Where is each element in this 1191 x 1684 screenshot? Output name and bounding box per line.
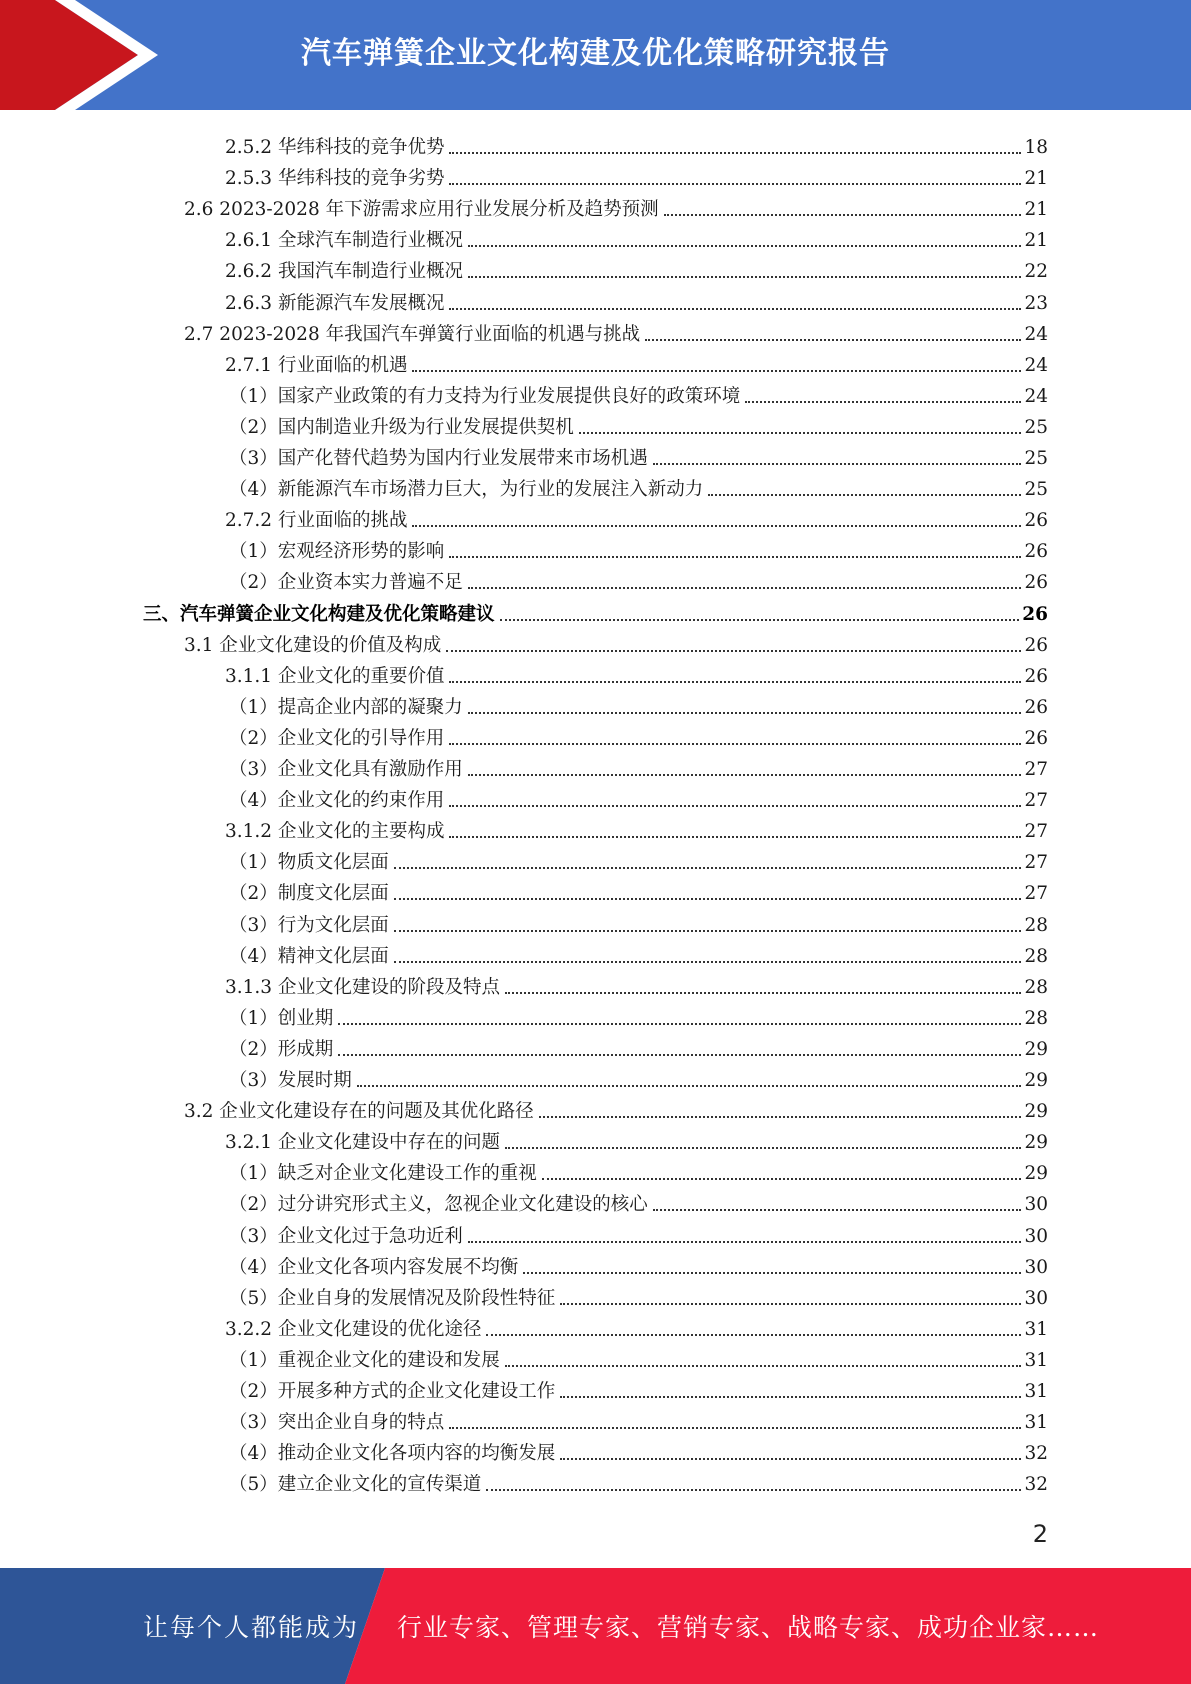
toc-entry-label: （2）国内制造业升级为行业发展提供契机 bbox=[229, 416, 574, 438]
footer-banner bbox=[0, 1568, 1191, 1684]
toc-entry-page: 29 bbox=[1024, 1132, 1048, 1154]
toc-entry[interactable] bbox=[229, 1217, 1048, 1248]
toc-entry-label: （4）企业文化的约束作用 bbox=[229, 790, 445, 812]
toc-dot-leader bbox=[468, 244, 1021, 247]
toc-entry-label: （1）重视企业文化的建设和发展 bbox=[229, 1349, 500, 1371]
toc-dot-leader bbox=[486, 1333, 1021, 1336]
toc-entry[interactable] bbox=[229, 719, 1048, 750]
toc-dot-leader bbox=[745, 400, 1021, 403]
toc-entry[interactable] bbox=[229, 1465, 1048, 1496]
toc-dot-leader bbox=[505, 1146, 1021, 1149]
toc-entry[interactable] bbox=[225, 221, 1048, 252]
toc-entry-label: （5）建立企业文化的宣传渠道 bbox=[229, 1474, 482, 1496]
toc-dot-leader bbox=[539, 1115, 1022, 1118]
toc-entry[interactable] bbox=[225, 1123, 1048, 1154]
toc-entry-label: （1）缺乏对企业文化建设工作的重视 bbox=[229, 1163, 537, 1185]
toc-entry-page: 27 bbox=[1024, 821, 1048, 843]
toc-entry-page: 25 bbox=[1024, 479, 1048, 501]
toc-entry-label: 3.1 企业文化建设的价值及构成 bbox=[184, 634, 442, 656]
toc-dot-leader bbox=[505, 991, 1021, 994]
toc-entry[interactable] bbox=[229, 874, 1048, 905]
toc-dot-leader bbox=[486, 1488, 1021, 1491]
toc-entry[interactable] bbox=[225, 968, 1048, 999]
toc-entry[interactable] bbox=[229, 1154, 1048, 1185]
toc-entry-label: （2）企业资本实力普遍不足 bbox=[229, 572, 463, 594]
toc-entry-label: 3.2 企业文化建设存在的问题及其优化路径 bbox=[184, 1101, 534, 1123]
toc-entry-page: 25 bbox=[1024, 448, 1048, 469]
toc-dot-leader bbox=[446, 649, 1021, 652]
toc-entry[interactable] bbox=[229, 1248, 1048, 1279]
toc-dot-leader bbox=[468, 1240, 1022, 1243]
toc-dot-leader bbox=[523, 1271, 1021, 1274]
toc-dot-leader bbox=[500, 618, 1020, 621]
toc-entry-page: 21 bbox=[1024, 168, 1048, 190]
toc-entry[interactable] bbox=[229, 688, 1048, 719]
toc-entry-page: 26 bbox=[1024, 634, 1048, 656]
toc-dot-leader bbox=[579, 431, 1022, 434]
toc-entry-page: 21 bbox=[1024, 230, 1048, 252]
toc-dot-leader bbox=[645, 338, 1021, 341]
toc-entry-label: 2.6.2 我国汽车制造行业概况 bbox=[225, 261, 463, 283]
toc-entry-page: 24 bbox=[1024, 354, 1048, 376]
toc-entry-page: 30 bbox=[1024, 1287, 1048, 1309]
toc-entry-label: 3.2.1 企业文化建设中存在的问题 bbox=[225, 1132, 500, 1154]
toc-dot-leader bbox=[449, 182, 1021, 185]
toc-dot-leader bbox=[542, 1177, 1022, 1180]
toc-entry-label: （3）发展时期 bbox=[229, 1070, 352, 1091]
toc-entry[interactable] bbox=[229, 999, 1048, 1030]
toc-entry-page: 28 bbox=[1024, 1007, 1048, 1029]
toc-dot-leader bbox=[338, 1022, 1021, 1025]
toc-entry-label: （1）宏观经济形势的影响 bbox=[229, 541, 445, 563]
toc-entry-label: （3）突出企业自身的特点 bbox=[229, 1412, 445, 1434]
toc-dot-leader bbox=[560, 1302, 1021, 1305]
toc-entry-label: （4）新能源汽车市场潜力巨大，为行业的发展注入新动力 bbox=[229, 479, 704, 501]
toc-entry-page: 32 bbox=[1024, 1474, 1048, 1496]
toc-entry-page: 24 bbox=[1024, 323, 1048, 345]
toc-entry[interactable] bbox=[229, 1185, 1048, 1216]
toc-entry-label: （2）企业文化的引导作用 bbox=[229, 727, 445, 749]
toc-entry[interactable] bbox=[225, 657, 1048, 688]
toc-entry[interactable] bbox=[184, 315, 1048, 346]
toc-entry-page: 30 bbox=[1024, 1225, 1048, 1247]
toc-entry-label: （1）提高企业内部的凝聚力 bbox=[229, 696, 463, 718]
toc-entry[interactable] bbox=[229, 1061, 1048, 1092]
toc-entry-page: 26 bbox=[1024, 572, 1048, 594]
toc-entry-page: 27 bbox=[1024, 790, 1048, 812]
toc-entry-label: （1）物质文化层面 bbox=[229, 852, 389, 874]
toc-entry-page: 24 bbox=[1024, 385, 1048, 407]
toc-entry-page: 23 bbox=[1024, 292, 1048, 314]
toc-entry-page: 30 bbox=[1024, 1194, 1048, 1216]
toc-dot-leader bbox=[560, 1395, 1021, 1398]
toc-entry-page: 22 bbox=[1024, 261, 1048, 283]
footer-slogan-right: 行业专家、管理专家、营销专家、战略专家、成功企业家…… bbox=[397, 1613, 1100, 1642]
toc-dot-leader bbox=[394, 929, 1022, 932]
toc-entry-label: 2.7 2023-2028 年我国汽车弹簧行业面临的机遇与挑战 bbox=[184, 323, 641, 345]
toc-entry-label: （5）企业自身的发展情况及阶段性特征 bbox=[229, 1287, 556, 1309]
toc-entry-label: （2）过分讲究形式主义，忽视企业文化建设的核心 bbox=[229, 1194, 648, 1216]
toc-entry-label: （4）精神文化层面 bbox=[229, 945, 389, 967]
toc-dot-leader bbox=[468, 275, 1021, 278]
toc-dot-leader bbox=[394, 866, 1022, 869]
toc-entry[interactable] bbox=[229, 1030, 1048, 1061]
toc-entry-page: 27 bbox=[1024, 759, 1048, 780]
toc-entry[interactable] bbox=[229, 470, 1048, 501]
toc-entry-page: 29 bbox=[1024, 1101, 1048, 1123]
toc-dot-leader bbox=[338, 1053, 1021, 1056]
toc-entry-page: 29 bbox=[1024, 1070, 1048, 1091]
toc-entry-label: 2.6.3 新能源汽车发展概况 bbox=[225, 292, 445, 314]
toc-dot-leader bbox=[394, 960, 1022, 963]
toc-entry[interactable] bbox=[229, 532, 1048, 563]
toc-entry-page: 26 bbox=[1024, 727, 1048, 749]
toc-entry-page: 29 bbox=[1024, 1038, 1048, 1060]
toc-entry[interactable] bbox=[229, 439, 1048, 470]
toc-entry-page: 25 bbox=[1024, 416, 1048, 438]
header-banner bbox=[0, 0, 1191, 110]
toc-entry-label: （3）企业文化具有激励作用 bbox=[229, 759, 463, 780]
toc-dot-leader bbox=[449, 307, 1021, 310]
toc-entry[interactable] bbox=[225, 159, 1048, 190]
toc-entry[interactable] bbox=[229, 1279, 1048, 1310]
toc-entry-page: 26 bbox=[1024, 665, 1048, 687]
toc-dot-leader bbox=[449, 151, 1021, 154]
toc-entry-label: 2.6.1 全球汽车制造行业概况 bbox=[225, 230, 463, 252]
toc-entry-page: 31 bbox=[1024, 1412, 1048, 1434]
toc-entry-page: 28 bbox=[1024, 945, 1048, 967]
toc-entry-label: （2）开展多种方式的企业文化建设工作 bbox=[229, 1381, 556, 1402]
toc-entry[interactable] bbox=[225, 252, 1048, 283]
toc-dot-leader bbox=[664, 213, 1022, 216]
toc-entry[interactable] bbox=[229, 1341, 1048, 1372]
toc-dot-leader bbox=[449, 804, 1021, 807]
toc-entry-label: （2）制度文化层面 bbox=[229, 883, 389, 905]
toc-entry[interactable] bbox=[225, 128, 1048, 159]
toc-entry[interactable] bbox=[225, 812, 1048, 843]
toc-dot-leader bbox=[708, 493, 1021, 496]
toc-entry[interactable] bbox=[229, 1372, 1048, 1403]
toc-entry-label: 2.7.1 行业面临的机遇 bbox=[225, 354, 408, 376]
toc-entry[interactable] bbox=[184, 190, 1048, 221]
toc-entry[interactable] bbox=[225, 1310, 1048, 1341]
report-title: 汽车弹簧企业文化构建及优化策略研究报告 bbox=[301, 36, 890, 71]
toc-entry[interactable] bbox=[229, 1434, 1048, 1465]
toc-entry[interactable] bbox=[229, 408, 1048, 439]
toc-entry-label: 2.5.2 华纬科技的竞争优势 bbox=[225, 137, 445, 158]
toc-entry[interactable] bbox=[225, 346, 1048, 377]
toc-entry[interactable] bbox=[229, 906, 1048, 937]
toc-entry-label: 3.2.2 企业文化建设的优化途径 bbox=[225, 1318, 482, 1340]
toc-entry-label: 2.6 2023-2028 年下游需求应用行业发展分析及趋势预测 bbox=[184, 199, 659, 221]
toc-entry-label: （3）企业文化过于急功近利 bbox=[229, 1225, 463, 1247]
toc-entry-page: 27 bbox=[1024, 883, 1048, 905]
toc-entry-label: （4）推动企业文化各项内容的均衡发展 bbox=[229, 1443, 556, 1465]
toc-entry[interactable] bbox=[229, 1403, 1048, 1434]
toc-dot-leader bbox=[468, 711, 1022, 714]
toc-entry[interactable] bbox=[229, 750, 1048, 781]
toc-entry-label: （2）形成期 bbox=[229, 1038, 334, 1060]
toc-entry-label: 2.5.3 华纬科技的竞争劣势 bbox=[225, 168, 445, 190]
toc-entry[interactable] bbox=[184, 1092, 1048, 1123]
toc-entry-page: 27 bbox=[1024, 852, 1048, 874]
toc-dot-leader bbox=[412, 369, 1021, 372]
toc-dot-leader bbox=[468, 773, 1022, 776]
toc-entry-label: 3.1.1 企业文化的重要价值 bbox=[225, 665, 445, 687]
toc-dot-leader bbox=[653, 462, 1022, 465]
toc-dot-leader bbox=[653, 1208, 1022, 1211]
toc-dot-leader bbox=[449, 1426, 1021, 1429]
toc-entry-page: 21 bbox=[1024, 199, 1048, 221]
toc-entry-page: 30 bbox=[1024, 1256, 1048, 1278]
toc-dot-leader bbox=[412, 524, 1021, 527]
toc-dot-leader bbox=[394, 897, 1022, 900]
toc-entry[interactable] bbox=[229, 563, 1048, 594]
toc-entry[interactable] bbox=[229, 781, 1048, 812]
toc-entry-label: 3.1.3 企业文化建设的阶段及特点 bbox=[225, 976, 500, 998]
toc-entry-label: （3）行为文化层面 bbox=[229, 914, 389, 936]
toc-entry-page: 28 bbox=[1024, 976, 1048, 998]
toc-entry-page: 31 bbox=[1024, 1318, 1048, 1340]
toc-entry-page: 32 bbox=[1024, 1443, 1048, 1465]
toc-dot-leader bbox=[449, 680, 1021, 683]
toc-entry-page: 26 bbox=[1022, 603, 1048, 625]
toc-entry-page: 28 bbox=[1024, 914, 1048, 936]
toc-entry[interactable] bbox=[229, 937, 1048, 968]
page-number: 2 bbox=[1032, 1520, 1048, 1548]
toc-entry-page: 26 bbox=[1024, 510, 1048, 532]
toc-entry-page: 18 bbox=[1024, 137, 1048, 158]
toc-entry-label: 三、汽车弹簧企业文化构建及优化策略建议 bbox=[143, 603, 495, 625]
toc-entry[interactable] bbox=[229, 377, 1048, 408]
toc-entry[interactable] bbox=[225, 284, 1048, 315]
toc-dot-leader bbox=[468, 586, 1022, 589]
toc-entry-page: 26 bbox=[1024, 541, 1048, 563]
toc-entry-page: 31 bbox=[1024, 1349, 1048, 1371]
footer-slogan-left: 让每个人都能成为 bbox=[143, 1613, 360, 1642]
toc-entry[interactable] bbox=[143, 595, 1048, 626]
toc-entry-label: （3）国产化替代趋势为国内行业发展带来市场机遇 bbox=[229, 448, 648, 469]
toc-entry-page: 31 bbox=[1024, 1381, 1048, 1402]
toc-entry-label: （4）企业文化各项内容发展不均衡 bbox=[229, 1256, 519, 1278]
toc-entry[interactable] bbox=[225, 501, 1048, 532]
toc-dot-leader bbox=[505, 1364, 1022, 1367]
toc-dot-leader bbox=[449, 555, 1021, 558]
toc-dot-leader bbox=[449, 742, 1021, 745]
toc-entry-page: 29 bbox=[1024, 1163, 1048, 1185]
toc-entry[interactable] bbox=[184, 626, 1048, 657]
toc-entry[interactable] bbox=[229, 843, 1048, 874]
toc-entry-label: 2.7.2 行业面临的挑战 bbox=[225, 510, 408, 532]
toc-dot-leader bbox=[357, 1084, 1022, 1087]
toc-entry-label: （1）创业期 bbox=[229, 1007, 334, 1029]
toc-entry-label: 3.1.2 企业文化的主要构成 bbox=[225, 821, 445, 843]
toc-entry-label: （1）国家产业政策的有力支持为行业发展提供良好的政策环境 bbox=[229, 385, 741, 407]
toc-dot-leader bbox=[560, 1457, 1021, 1460]
toc-entry-page: 26 bbox=[1024, 696, 1048, 718]
toc-dot-leader bbox=[449, 835, 1021, 838]
